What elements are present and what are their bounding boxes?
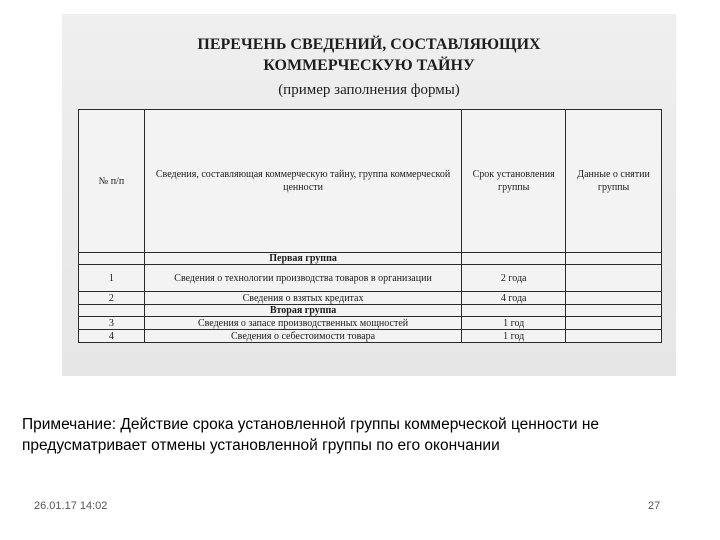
table-row: [79, 330, 662, 343]
table-row: [79, 265, 662, 292]
row-removal: [566, 330, 662, 343]
row-term: 2 года: [462, 265, 566, 292]
header-number: № п/п: [79, 110, 145, 253]
group-row: [79, 253, 662, 265]
confidential-info-table: [78, 109, 662, 343]
row-term: 4 года: [462, 292, 566, 305]
row-number: 1: [79, 265, 145, 292]
row-info: Сведения о взятых кредитах: [144, 292, 461, 305]
header-term: Срок установления группы: [462, 110, 566, 253]
header-removal: Данные о снятии группы: [566, 110, 662, 253]
footer-date: 26.01.17 14:02: [34, 500, 108, 512]
table-row: [79, 317, 662, 330]
form-title-line2: КОММЕРЧЕСКУЮ ТАЙНУ: [263, 57, 475, 74]
row-removal: [566, 317, 662, 330]
row-info: Сведения о себестоимости товара: [144, 330, 461, 343]
form-title-line1: ПЕРЕЧЕНЬ СВЕДЕНИЙ, СОСТАВЛЯЮЩИХ: [197, 36, 541, 53]
row-info: Сведения о технологии производства товаров в организации: [144, 265, 461, 292]
group-row: [79, 305, 662, 317]
table-header-row: [79, 110, 662, 253]
row-removal: [566, 292, 662, 305]
form-subtitle: (пример заполнения формы): [278, 82, 460, 98]
row-term: 1 год: [462, 330, 566, 343]
group-label: Вторая группа: [144, 305, 461, 317]
table-row: [79, 292, 662, 305]
row-number: 2: [79, 292, 145, 305]
row-removal: [566, 265, 662, 292]
row-number: 3: [79, 317, 145, 330]
group-label: Первая группа: [144, 253, 461, 265]
header-info: Сведения, составляющая коммерческую тайну, группа коммерческой ценности: [144, 110, 461, 253]
scanned-form-image: [62, 14, 676, 376]
row-info: Сведения о запасе производственных мощностей: [144, 317, 461, 330]
row-term: 1 год: [462, 317, 566, 330]
page-number: 27: [648, 500, 661, 512]
note-text: Примечание: Действие срока установленной группы коммерческой ценности не предусматривает отмены установленной группы по его окончании: [22, 416, 600, 454]
row-number: 4: [79, 330, 145, 343]
